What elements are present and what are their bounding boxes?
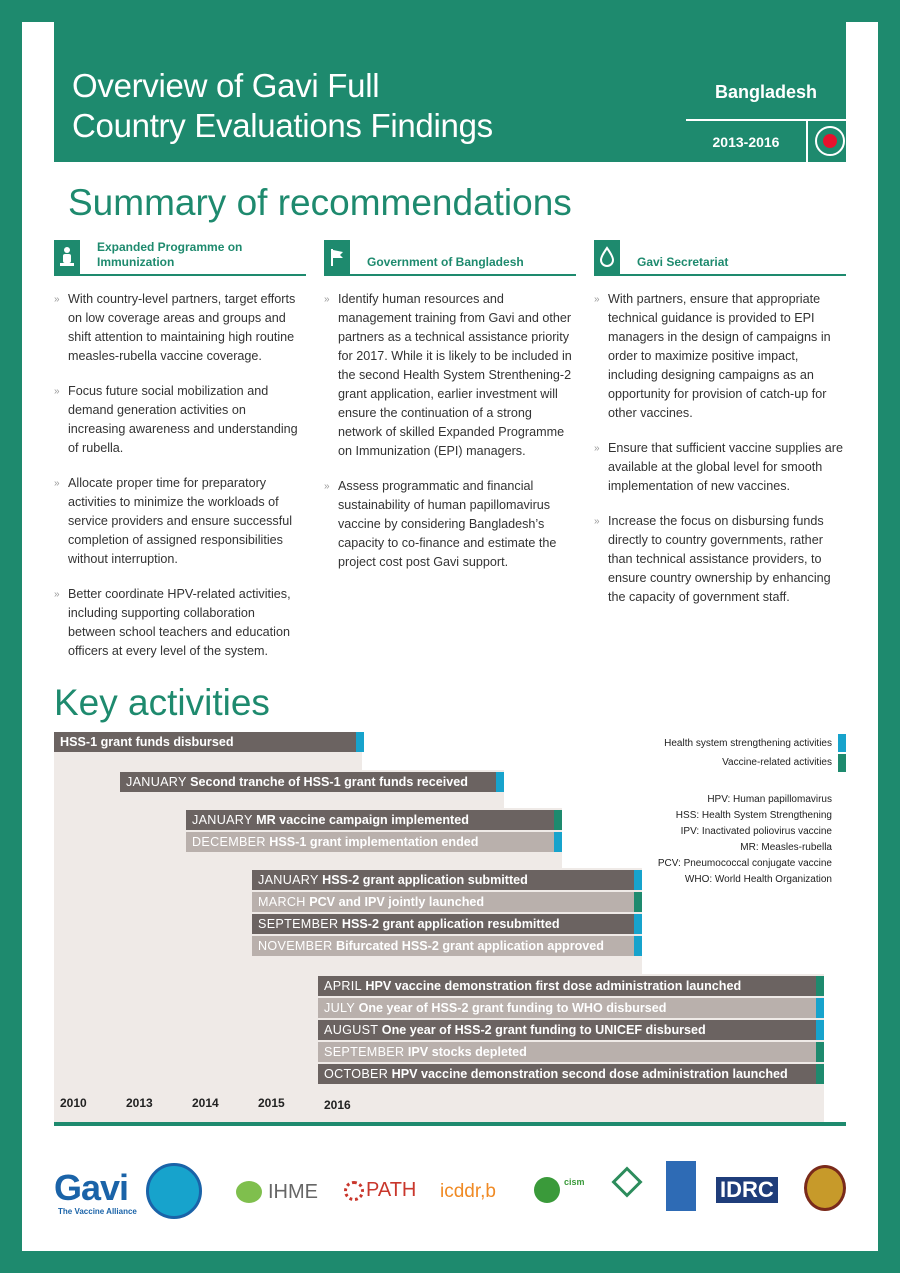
activity-bar: APRIL HPV vaccine demonstration first dose administration launched [318, 976, 824, 996]
icddrb-logo: icddr,b [440, 1181, 496, 1202]
list-item: » Focus future social mobilization and demand generation activities on increasing awareness and understanding of rubella. [54, 382, 306, 458]
header-divider [686, 119, 846, 121]
cism-globe-icon [534, 1177, 560, 1203]
abbreviation: HPV: Human papillomavirus [707, 794, 832, 805]
country-name: Bangladesh [714, 82, 818, 102]
gavi-tagline: The Vaccine Alliance [58, 1207, 137, 1216]
summary-title: Summary of recommendations [68, 182, 572, 223]
column-label: Expanded Programme on Immunization [97, 240, 243, 269]
abbreviations [566, 792, 832, 888]
idrc-logo: IDRC [716, 1177, 778, 1203]
abbreviation: HSS: Health System Strengthening [675, 810, 832, 821]
abbreviation: WHO: World Health Organization [684, 874, 832, 885]
recommendation-list [594, 290, 846, 607]
page [22, 22, 878, 1251]
year-label: 2010 [60, 1096, 87, 1110]
list-item: » Identify human resources and management training from Gavi and other partners as a technical assistance priority for 2017. While it is likely to be included in the second Health System Strenthening-2 grant application, earlier investment will ensure the continuation of a strong network of skilled Expanded Programme on Immunization (EPI) managers. [324, 290, 576, 461]
recommendation-list [324, 290, 576, 572]
page-title [72, 66, 493, 146]
timeline-bottom-rule [54, 1122, 846, 1126]
column-label: Gavi Secretariat [637, 255, 729, 269]
flag-icon [324, 240, 350, 274]
activity-bar: SEPTEMBER HSS-2 grant application resubmitted [252, 914, 642, 934]
activity-bar: DECEMBER HSS-1 grant implementation ended [186, 832, 562, 852]
activity-bar: SEPTEMBER IPV stocks depleted [318, 1042, 824, 1062]
partner-logos [22, 1157, 878, 1227]
activity-bar: HSS-1 grant funds disbursed [54, 732, 364, 752]
column-label: Government of Bangladesh [367, 255, 524, 269]
activity-bar: AUGUST One year of HSS-2 grant funding to UNICEF disbursed [318, 1020, 824, 1040]
legend-swatch-vaccine [838, 754, 846, 772]
drop-icon [594, 240, 620, 274]
country-box [686, 22, 846, 162]
recommendation-list [54, 290, 306, 661]
bangladesh-flag-icon [815, 126, 845, 156]
activity-bar: JANUARY MR vaccine campaign implemented [186, 810, 562, 830]
year-label: 2016 [324, 1098, 351, 1112]
globe-icon [146, 1163, 202, 1219]
year-label: 2014 [192, 1096, 219, 1110]
list-item: » Ensure that sufficient vaccine supplies are available at the global level for smooth implementation of new vaccines. [594, 439, 846, 496]
legend-swatch-hss [838, 734, 846, 752]
legend-label-hss: Health system strengthening activities [664, 738, 832, 749]
list-item: » Assess programmatic and financial sustainability of human papillomavirus vaccine by considering Bangladesh’s capacity to co-finance and estimate the project cost post Gavi support. [324, 477, 576, 572]
title-line-1: Overview of Gavi Full [72, 67, 380, 104]
university-seal-icon [804, 1165, 846, 1211]
ihme-logo: IHME [268, 1181, 318, 1203]
title-line-2: Country Evaluations Findings [72, 107, 493, 144]
header-vertical-divider [806, 121, 808, 162]
list-item: » Better coordinate HPV-related activities, including supporting collaboration between school teachers and education officers at every level of the system. [54, 585, 306, 661]
legend-label-vaccine: Vaccine-related activities [722, 757, 832, 768]
activity-bar: MARCH PCV and IPV jointly launched [252, 892, 642, 912]
year-label: 2015 [258, 1096, 285, 1110]
ihme-leaf-icon [236, 1181, 262, 1203]
list-item: » With country-level partners, target efforts on low coverage areas and groups and shift attention to maintaining high routine measles-rubella vaccine coverage. [54, 290, 306, 366]
column-government [324, 240, 576, 588]
column-gavi-secretariat [594, 240, 846, 623]
path-flower-icon [344, 1181, 364, 1201]
abbreviation: IPV: Inactivated poliovirus vaccine [680, 826, 832, 837]
list-item: » Allocate proper time for preparatory activities to minimize the workloads of service providers and ensure successful completion of assigned responsibilities without interruption. [54, 474, 306, 569]
header-banner [54, 22, 846, 162]
path-logo: PATH [366, 1179, 417, 1201]
university-logo-icon [611, 1166, 642, 1197]
year-label: 2013 [126, 1096, 153, 1110]
key-activities-title: Key activities [54, 682, 270, 723]
column-epi [54, 240, 306, 677]
activity-bar: JANUARY Second tranche of HSS-1 grant funds received [120, 772, 504, 792]
list-item: » Increase the focus on disbursing funds directly to country governments, rather than technical assistance providers, to ensure country ownership by enhancing the capacity of government staff. [594, 512, 846, 607]
health-logo-icon [666, 1161, 696, 1211]
column-header [594, 240, 846, 276]
gavi-logo: Gavi [54, 1167, 129, 1208]
cism-logo: cism [564, 1177, 585, 1187]
list-item: » With partners, ensure that appropriate technical guidance is provided to EPI managers in the design of campaigns in order to maximize positive impact, including designing campaigns as an opportunity for provision of catch-up for other vaccines. [594, 290, 846, 423]
activity-bar: NOVEMBER Bifurcated HSS-2 grant application approved [252, 936, 642, 956]
column-header [324, 240, 576, 276]
activity-bar: JANUARY HSS-2 grant application submitted [252, 870, 642, 890]
year-range: 2013-2016 [712, 134, 780, 150]
column-header [54, 240, 306, 276]
abbreviation: PCV: Pneumococcal conjugate vaccine [657, 858, 832, 869]
activity-bar: OCTOBER HPV vaccine demonstration second dose administration launched [318, 1064, 824, 1084]
activity-bar: JULY One year of HSS-2 grant funding to WHO disbursed [318, 998, 824, 1018]
child-vaccine-icon [54, 240, 80, 274]
abbreviation: MR: Measles-rubella [740, 842, 832, 853]
